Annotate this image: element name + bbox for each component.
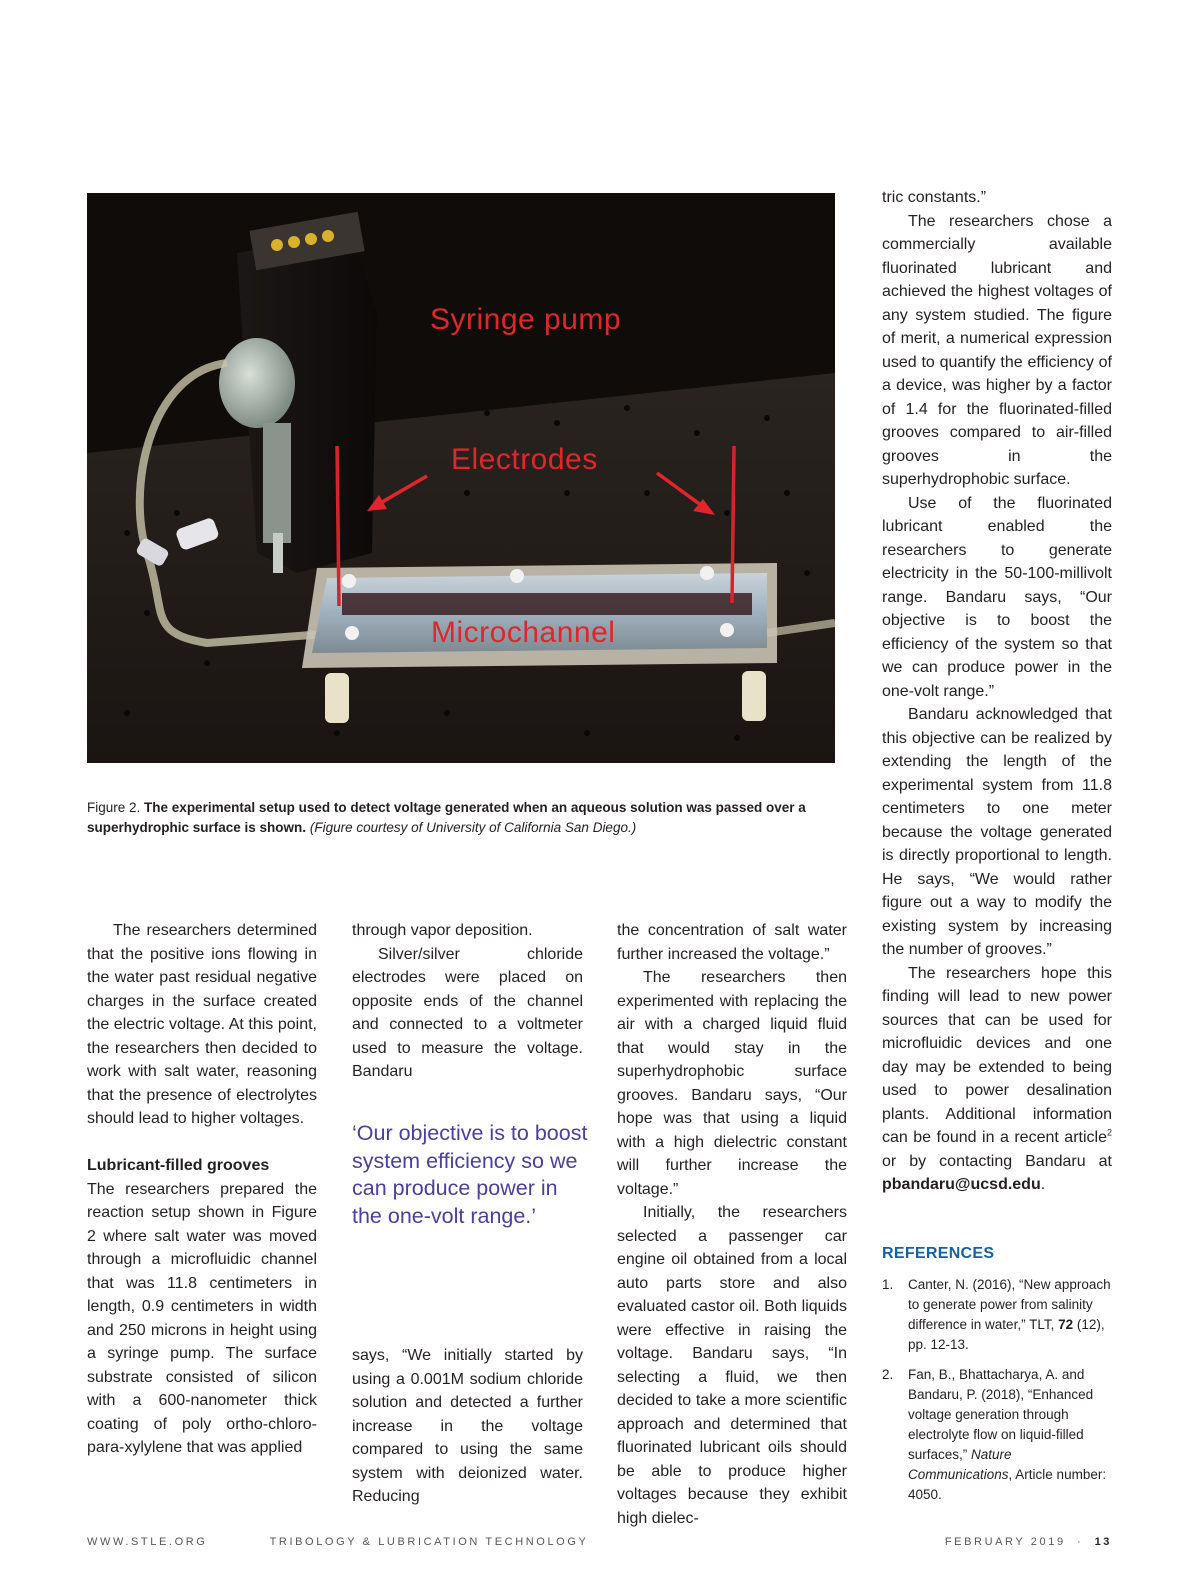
page-number: 13 (1094, 1536, 1112, 1548)
paragraph: says, “We initially started by using a 0.001M sodium chloride solution and detected a further increase in the voltage compared to using the same system with deionized water. Reducing (352, 1347, 583, 1505)
paragraph: through vapor deposition. (352, 922, 533, 939)
left-electrode (337, 446, 339, 606)
figure-caption (87, 798, 847, 838)
reference-number: 1. (882, 1277, 894, 1292)
reference-text-part: (12), pp. 12-13. (908, 1317, 1105, 1352)
article-column-1 (87, 919, 317, 1460)
footer-date-page (945, 1536, 1112, 1548)
footer-separator: · (1076, 1536, 1084, 1548)
electrodes-label: Electrodes (451, 443, 598, 476)
paragraph-text: The researchers hope this finding will lead to new power sources that can be used for microfluidic devices and one day may be extended to being used to power desalination plants. Additional information can be found in a recent article (882, 964, 1112, 1146)
figure-2-photo (87, 193, 835, 763)
reference-number: 2. (882, 1367, 894, 1382)
section-heading: Lubricant-filled grooves (87, 1157, 270, 1174)
reference-text-part: Canter, N. (2016), “New approach to generate power from salinity difference in water,” TLT, (908, 1277, 1111, 1332)
reference-text-part: Fan, B., Bhattacharya, A. and Bandaru, P. (2018), “Enhanced voltage generation through electrolyte flow on liquid-filled surfaces,” (908, 1367, 1094, 1462)
pull-quote: ‘Our objective is to boost system efficiency so we can produce power in the one-volt range.’ (352, 1121, 588, 1228)
contact-email: pbandaru@ucsd.edu (882, 1176, 1041, 1193)
paragraph: The researchers prepared the reaction setup shown in Figure 2 where salt water was moved through a microfluidic channel that was 11.8 centimeters in length, 0.9 centimeters in width and 250 microns in height using a syringe pump. The surface substrate consisted of silicon with a 600-nanometer thick coating of poly ortho-chloro-para-xylylene that was applied (87, 1180, 317, 1456)
paragraph: Bandaru acknowledged that this objective can be realized by extending the length of the experimental system from 11.8 centimeters to one meter because the voltage generated is directly proportional to length. He says, “We would rather figure out a way to modify the existing system by increasing the number of grooves.” (882, 706, 1112, 958)
figure-number: Figure 2. (87, 800, 141, 815)
paragraph-text: . (1040, 1176, 1046, 1193)
paragraph-text: or by contacting Bandaru at (882, 1152, 1112, 1170)
experimental-setup-illustration (87, 193, 835, 763)
figure-credit: (Figure courtesy of University of California San Diego.) (309, 820, 637, 835)
footer-date: FEBRUARY 2019 (944, 1536, 1066, 1548)
article-column-3 (617, 919, 847, 1530)
right-electrode (732, 446, 734, 603)
paragraph: Silver/silver chloride electrodes were placed on opposite ends of the channel and connected to a voltmeter used to measure the voltage. Bandaru (352, 945, 583, 1080)
reference-text (908, 1275, 1112, 1355)
footer-website: WWW.STLE.ORG (87, 1536, 208, 1548)
references-section (882, 1245, 1112, 1515)
figure-caption-text: The experimental setup used to detect voltage generated when an aqueous solution was passed over a superhydrophic surface is shown. (87, 800, 806, 835)
article-column-2-continued (352, 1344, 583, 1509)
article-column-2 (352, 919, 583, 1084)
paragraph: The researchers chose a commercially available fluorinated lubricant and achieved the highest voltages of any system studied. The figure of merit, a numerical expression used to quantify the efficiency of a device, was higher by a factor of 1.4 for the fluorinated-filled grooves compared to air-filled grooves in the superhydrophobic surface. (882, 212, 1112, 488)
paragraph: Initially, the researchers selected a passenger car engine oil obtained from a local auto parts store and also evaluated castor oil. Both liquids were effective in raising the voltage. Bandaru says, “In selecting a fluid, we then decided to take a more scientific approach and determined that fluorinated lubricant oils should be able to produce higher voltages because they exhibit high dielec- (617, 1204, 847, 1527)
footer-publication: TRIBOLOGY & LUBRICATION TECHNOLOGY (269, 1536, 589, 1548)
paragraph: The researchers determined that the positive ions flowing in the water past residual negative charges in the surface created the electric voltage. At this point, the researchers then decided to work with salt water, reasoning that the presence of electrolytes should lead to higher voltages. (87, 922, 317, 1127)
reference-item (882, 1365, 1112, 1505)
syringe-pump-label: Syringe pump (430, 303, 622, 336)
reference-text (908, 1365, 1112, 1505)
references-heading: REFERENCES (882, 1245, 995, 1262)
paragraph: the concentration of salt water further increased the voltage.” (617, 922, 847, 963)
reference-superscript: 2 (1106, 1127, 1112, 1138)
paragraph: The researchers then experimented with replacing the air with a charged liquid fluid that would stay in the superhydrophobic surface grooves. Bandaru says, “Our hope was that using a liquid with a high dielectric constant will further increase the voltage.” (617, 969, 847, 1198)
reference-journal: Nature Communications (908, 1447, 1012, 1482)
reference-item (882, 1275, 1112, 1355)
microchannel-label: Microchannel (431, 616, 616, 649)
reference-text-part: , Article number: 4050. (908, 1467, 1107, 1502)
article-column-4 (882, 186, 1112, 1197)
paragraph: tric constants.” (882, 189, 987, 206)
paragraph: Use of the fluorinated lubricant enabled the researchers to generate electricity in the 50-100-millivolt range. Bandaru says, “Our objective is to boost the efficiency of the system so that we can produce power in the one-volt range.” (882, 494, 1112, 700)
paragraph (882, 962, 1112, 1197)
reference-volume: 72 (1058, 1317, 1074, 1332)
